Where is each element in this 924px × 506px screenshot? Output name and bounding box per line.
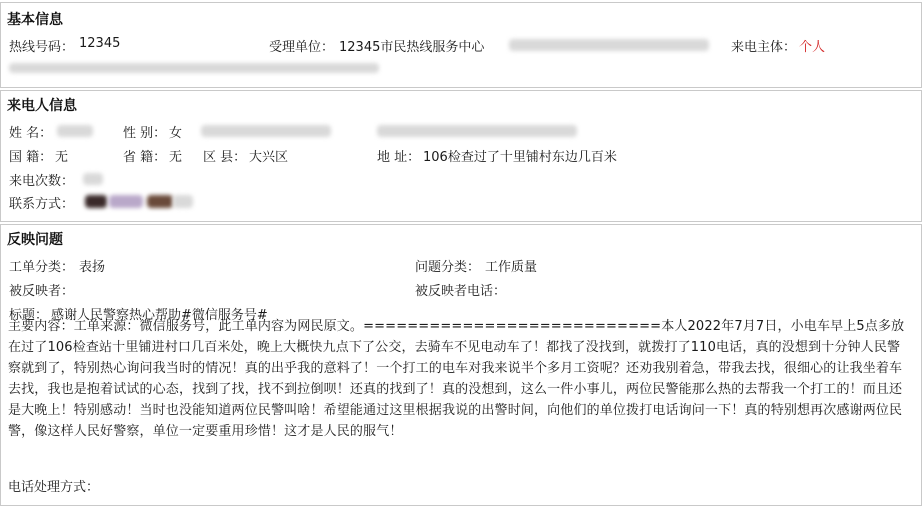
main-content	[8, 316, 908, 442]
target-phone-label: 被反映者电话：	[415, 284, 507, 299]
province-value: 无	[169, 150, 183, 165]
redacted-field	[201, 125, 331, 137]
calls-redacted	[83, 173, 103, 185]
name-redacted	[57, 125, 93, 137]
contact-redacted	[85, 195, 107, 208]
contact-redacted	[109, 195, 143, 208]
district-value: 大兴区	[249, 150, 289, 165]
address-value: 106检查过了十里铺村东边几百米	[423, 150, 617, 165]
unit-value: 12345市民热线服务中心	[339, 40, 485, 55]
nationality-value: 无	[55, 150, 69, 165]
address-label: 地 址：	[377, 150, 421, 165]
gender-label: 性 别：	[123, 126, 167, 141]
hotline-label: 热线号码：	[9, 40, 75, 55]
caller-type-label: 来电主体：	[731, 40, 797, 55]
name-label: 姓 名：	[9, 126, 53, 141]
order-type-value: 表扬	[79, 260, 106, 275]
category-value: 工作质量	[485, 260, 538, 275]
province-label: 省 籍：	[123, 150, 167, 165]
gender-value: 女	[169, 126, 183, 141]
hotline-value: 12345	[79, 36, 121, 51]
contact-label: 联系方式：	[9, 197, 75, 212]
caller-info-section	[0, 90, 922, 222]
calls-label: 来电次数：	[9, 174, 75, 189]
category-label: 问题分类：	[415, 260, 481, 275]
redacted-field	[377, 125, 577, 137]
nationality-label: 国 籍：	[9, 150, 53, 165]
redacted-field	[509, 39, 709, 51]
caller-info-title: 来电人信息	[7, 98, 77, 114]
order-type-label: 工单分类：	[9, 260, 75, 275]
contact-redacted	[173, 195, 193, 208]
target-label: 被反映者：	[9, 284, 75, 299]
issue-title: 反映问题	[7, 232, 63, 248]
subject-label: 标题：	[9, 308, 49, 323]
contact-redacted	[147, 195, 173, 208]
unit-label: 受理单位：	[269, 40, 335, 55]
redacted-row	[9, 63, 379, 73]
phone-handling-label: 电话处理方式：	[8, 480, 100, 495]
content-label: 主要内容：	[8, 319, 74, 334]
subject-value: 感谢人民警察热心帮助#微信服务号#	[51, 308, 268, 323]
caller-type-value: 个人	[799, 40, 826, 55]
district-label: 区 县：	[203, 150, 247, 165]
content-value: 工单来源：微信服务号，此工单内容为网民原文。===========================本人2022年7月7日，小电车早上5点多放在过了106检查站十里铺进村口几百米处，晚上大概快九点下了公交，去骑车不见电动车了！都找了没找到，就拨打了110电话，真的没想到十分钟人民警察就到了，特别热心询问我当时的情况！真的出乎我的意料了！一个打工的电车对我来说半个多月工资呢？还劝我别着急，带我去找，很细心的让我坐着车去找，我也是抱着试试的心态，找到了找，找不到拉倒呗！还真的找到了！真的没想到，这么一件小事儿，两位民警能那么热的去帮我一个打工的！而且还是大晚上！特别感动！当时也没能知道两位民警叫啥！希望能通过这里根据我说的出警时间，向他们的单位拨打电话询问一下！真的特别想再次感谢两位民警，像这样人民好警察，单位一定要重用珍惜！这才是人民的服气！	[8, 319, 905, 439]
basic-info-section	[0, 2, 922, 88]
basic-info-title: 基本信息	[7, 12, 63, 28]
